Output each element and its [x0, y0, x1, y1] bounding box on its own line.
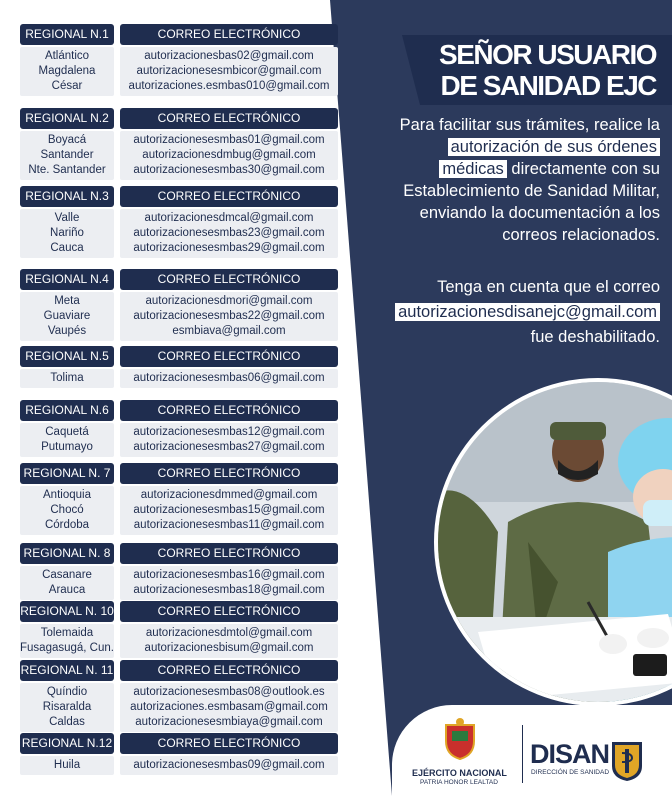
email-column-header: CORREO ELECTRÓNICO: [120, 660, 338, 681]
disabled-email[interactable]: autorizacionesdisanejc@gmail.com: [395, 303, 660, 321]
email-address[interactable]: autorizacionesdmbug@gmail.com: [142, 149, 316, 161]
city-list: [20, 423, 114, 457]
email-address[interactable]: autorizacionesesmbas16@gmail.com: [133, 569, 325, 581]
city-name: Quíndio: [46, 686, 88, 698]
email-list: [120, 209, 338, 258]
regional-label: REGIONAL N. 11: [20, 660, 114, 681]
email-column-header: CORREO ELECTRÓNICO: [120, 463, 338, 484]
regional-block: [20, 543, 338, 600]
email-address[interactable]: autorizacionesesmbas30@gmail.com: [133, 164, 325, 176]
city-name: Atlántico: [44, 50, 90, 62]
email-column-header: CORREO ELECTRÓNICO: [120, 108, 338, 129]
email-address[interactable]: autorizacionesbisum@gmail.com: [144, 642, 314, 654]
regional-block: [20, 400, 338, 457]
email-list: [120, 292, 338, 341]
email-address[interactable]: autorizacionesdmori@gmail.com: [145, 295, 313, 307]
email-column-header: CORREO ELECTRÓNICO: [120, 186, 338, 207]
city-name: César: [51, 80, 83, 92]
photo-illustration: [438, 382, 672, 702]
email-address[interactable]: autorizacionesesmbas09@gmail.com: [133, 759, 325, 771]
city-name: Nte. Santander: [28, 164, 106, 176]
email-list: [120, 369, 338, 388]
city-name: Nariño: [50, 227, 84, 239]
info-text-1: Para facilitar sus trámites, realice la: [399, 116, 660, 134]
regional-block: [20, 733, 338, 775]
ejercito-label: EJÉRCITO NACIONAL: [412, 768, 507, 778]
city-name: Chocó: [50, 504, 84, 516]
city-name: Huila: [53, 759, 81, 771]
email-column-header: CORREO ELECTRÓNICO: [120, 543, 338, 564]
info-paragraph: [398, 114, 660, 246]
regional-label: REGIONAL N. 8: [20, 543, 114, 564]
disan-subtitle: DIRECCIÓN DE SANIDAD: [531, 769, 610, 776]
title-line-2: DE SANIDAD EJC: [440, 70, 656, 101]
city-name: Tolemaida: [40, 627, 94, 639]
city-list: [20, 624, 114, 658]
city-name: Arauca: [48, 584, 86, 596]
email-column-header: CORREO ELECTRÓNICO: [120, 269, 338, 290]
city-name: Risaralda: [42, 701, 92, 713]
email-address[interactable]: autorizacionesesmbicor@gmail.com: [136, 65, 322, 77]
email-list: [120, 131, 338, 180]
city-name: Guaviare: [43, 310, 91, 322]
city-list: [20, 209, 114, 258]
email-list: [120, 624, 338, 658]
info-highlight-2: médicas: [439, 160, 506, 178]
note-text-2: fue deshabilitado.: [530, 328, 660, 346]
regional-label: REGIONAL N.3: [20, 186, 114, 207]
email-list: [120, 486, 338, 535]
city-name: Magdalena: [38, 65, 96, 77]
regional-label: REGIONAL N.1: [20, 24, 114, 45]
email-address[interactable]: autorizacionesdmtol@gmail.com: [145, 627, 313, 639]
email-column-header: CORREO ELECTRÓNICO: [120, 601, 338, 622]
note-paragraph: [388, 276, 660, 349]
disan-logo-text: DISAN: [530, 739, 610, 769]
email-address[interactable]: autorizacionesesmbas08@outlook.es: [133, 686, 325, 698]
disan-shield-icon: [610, 740, 644, 782]
regional-block: [20, 601, 338, 658]
email-address[interactable]: autorizaciones.esmbasam@gmail.com: [130, 701, 328, 713]
regional-label: REGIONAL N.6: [20, 400, 114, 421]
note-text-1: Tenga en cuenta que el correo: [437, 278, 660, 296]
email-address[interactable]: autorizacionesesmbas12@gmail.com: [133, 426, 325, 438]
city-name: Caquetá: [45, 426, 89, 438]
email-list: [120, 423, 338, 457]
email-address[interactable]: esmbiava@gmail.com: [172, 325, 286, 337]
email-address[interactable]: autorizacionesesmbas06@gmail.com: [133, 372, 325, 384]
ejercito-motto: PATRIA HONOR LEALTAD: [420, 779, 498, 786]
footer-logos: [392, 705, 672, 796]
email-address[interactable]: autorizacionesesmbiaya@gmail.com: [135, 716, 323, 728]
city-name: Vaupés: [47, 325, 87, 337]
city-name: Casanare: [42, 569, 92, 581]
city-name: Córdoba: [44, 519, 90, 531]
email-column-header: CORREO ELECTRÓNICO: [120, 733, 338, 754]
city-list: [20, 486, 114, 535]
city-list: [20, 369, 114, 388]
email-address[interactable]: autorizacionesesmbas29@gmail.com: [133, 242, 325, 254]
info-highlight-1: autorización de sus órdenes: [448, 138, 660, 156]
city-list: [20, 566, 114, 600]
email-list: [120, 683, 338, 732]
city-name: Boyacá: [47, 134, 87, 146]
email-address[interactable]: autorizacionesesmbas15@gmail.com: [133, 504, 325, 516]
email-address[interactable]: autorizacionesesmbas01@gmail.com: [133, 134, 325, 146]
regional-block: [20, 108, 338, 180]
email-address[interactable]: autorizacionesesmbas23@gmail.com: [133, 227, 325, 239]
email-address[interactable]: autorizacionesesmbas22@gmail.com: [133, 310, 325, 322]
regional-block: [20, 346, 338, 388]
email-column-header: CORREO ELECTRÓNICO: [120, 24, 338, 45]
city-list: [20, 683, 114, 732]
city-list: [20, 131, 114, 180]
regional-label: REGIONAL N.4: [20, 269, 114, 290]
city-name: Meta: [54, 295, 80, 307]
email-address[interactable]: autorizacionesdmmed@gmail.com: [140, 489, 318, 501]
email-column-header: CORREO ELECTRÓNICO: [120, 400, 338, 421]
regional-label: REGIONAL N.2: [20, 108, 114, 129]
email-address[interactable]: autorizacionesesmbas18@gmail.com: [133, 584, 325, 596]
regional-block: [20, 660, 338, 732]
regional-label: REGIONAL N. 7: [20, 463, 114, 484]
city-name: Fusagasugá, Cun.: [20, 642, 114, 654]
ejercito-shield-icon: [442, 717, 478, 761]
medical-staff-photo: [434, 378, 672, 706]
city-name: Caldas: [49, 716, 85, 728]
email-list: [120, 566, 338, 600]
logo-divider: [522, 725, 523, 783]
city-list: [20, 756, 114, 775]
city-name: Antioquia: [43, 489, 91, 501]
city-list: [20, 292, 114, 341]
regional-block: [20, 186, 338, 258]
regional-block: [20, 463, 338, 535]
email-address[interactable]: autorizacionesesmbas27@gmail.com: [133, 441, 325, 453]
email-list: [120, 47, 338, 96]
regional-label: REGIONAL N. 10: [20, 601, 114, 622]
email-address[interactable]: autorizacionesesmbas11@gmail.com: [133, 519, 325, 531]
email-list: [120, 756, 338, 775]
email-column-header: CORREO ELECTRÓNICO: [120, 346, 338, 367]
regional-label: REGIONAL N.12: [20, 733, 114, 754]
city-name: Valle: [54, 212, 80, 224]
title-line-1: SEÑOR USUARIO: [439, 39, 656, 70]
city-list: [20, 47, 114, 96]
regional-block: [20, 24, 338, 96]
city-name: Tolima: [50, 372, 84, 384]
email-address[interactable]: autorizaciones.esmbas010@gmail.com: [128, 80, 330, 92]
email-address[interactable]: autorizacionesdmcal@gmail.com: [144, 212, 314, 224]
regional-block: [20, 269, 338, 341]
city-name: Santander: [40, 149, 94, 161]
regional-label: REGIONAL N.5: [20, 346, 114, 367]
city-name: Putumayo: [41, 441, 93, 453]
city-name: Cauca: [50, 242, 84, 254]
email-address[interactable]: autorizacionesbas02@gmail.com: [144, 50, 314, 62]
info-text-2: directamente con su Establecimiento de Sanidad Militar, enviando la documentación a los correos relacionados.: [403, 160, 660, 244]
